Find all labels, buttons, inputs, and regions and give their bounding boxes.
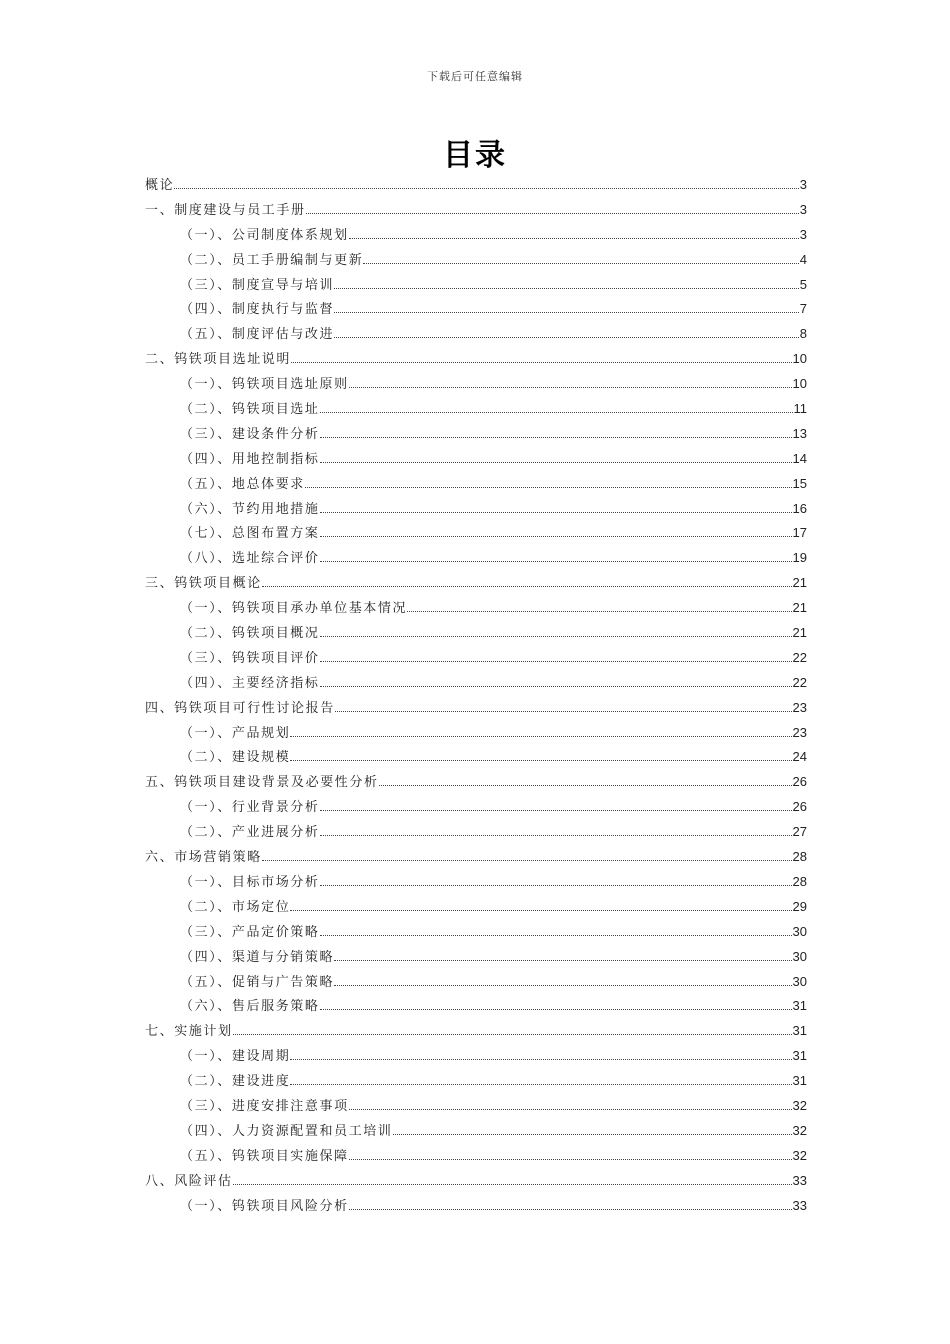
toc-entry[interactable] [145, 1195, 807, 1220]
toc-entry-label: （二）、员工手册编制与更新 [180, 252, 364, 268]
toc-entry-label: 八、风险评估 [145, 1173, 233, 1189]
toc-entry-page: 19 [792, 550, 807, 566]
toc-entry-label: （六）、节约用地措施 [180, 501, 320, 517]
toc-entry-label: （四）、制度执行与监督 [180, 302, 335, 318]
toc-entry-page: 21 [792, 575, 807, 591]
toc-entry-page: 32 [792, 1097, 807, 1113]
toc-entry-label: （七）、总图布置方案 [180, 526, 320, 542]
toc-dot-leader [320, 526, 792, 537]
toc-entry[interactable] [145, 199, 807, 224]
toc-entry-page: 15 [792, 475, 807, 491]
toc-dot-leader [320, 502, 792, 513]
toc-dot-leader [290, 1049, 791, 1060]
toc-dot-leader [320, 825, 792, 836]
toc-entry-page: 5 [799, 276, 807, 292]
toc-dot-leader [349, 377, 792, 388]
toc-entry[interactable] [145, 796, 807, 821]
toc-entry-page: 22 [792, 649, 807, 665]
toc-entry-label: （五）、地总体要求 [180, 476, 305, 492]
toc-entry[interactable] [145, 746, 807, 771]
toc-entry-label: （三）、产品定价策略 [180, 924, 320, 940]
toc-entry-page: 30 [792, 923, 807, 939]
toc-entry[interactable] [145, 672, 807, 697]
toc-entry-page: 31 [792, 1073, 807, 1089]
toc-entry[interactable] [145, 1120, 807, 1145]
toc-entry[interactable] [145, 174, 807, 199]
toc-entry[interactable] [145, 871, 807, 896]
toc-entry-label: （四）、人力资源配置和员工培训 [180, 1123, 393, 1139]
toc-entry[interactable] [145, 373, 807, 398]
toc-entry-page: 31 [792, 998, 807, 1014]
toc-entry-page: 10 [792, 351, 807, 367]
toc-entry-label: （一）、目标市场分析 [180, 874, 320, 890]
toc-entry[interactable] [145, 1145, 807, 1170]
toc-dot-leader [262, 850, 792, 861]
toc-dot-leader [320, 427, 792, 438]
toc-entry-page: 21 [792, 600, 807, 616]
toc-entry-page: 4 [799, 251, 807, 267]
toc-dot-leader [349, 1099, 792, 1110]
toc-dot-leader [320, 875, 792, 886]
toc-dot-leader [291, 352, 792, 363]
toc-entry[interactable] [145, 821, 807, 846]
toc-entry[interactable] [145, 946, 807, 971]
toc-dot-leader [290, 750, 791, 761]
toc-entry[interactable] [145, 1170, 807, 1195]
toc-entry-label: （二）、市场定位 [180, 899, 291, 915]
toc-dot-leader [262, 576, 792, 587]
toc-entry-label: （三）、进度安排注意事项 [180, 1098, 349, 1114]
header-note: 下载后可任意编辑 [427, 70, 523, 83]
toc-entry-page: 28 [792, 849, 807, 865]
toc-dot-leader [349, 1199, 792, 1210]
toc-entry-label: 概论 [145, 178, 175, 193]
toc-entry[interactable] [145, 572, 807, 597]
toc-entry-label: （一）、钨铁项目风险分析 [180, 1198, 349, 1214]
toc-entry[interactable] [145, 522, 807, 547]
toc-entry-label: （四）、渠道与分销策略 [180, 949, 335, 965]
toc-entry-label: （二）、钨铁项目概况 [180, 626, 320, 642]
toc-entry[interactable] [145, 448, 807, 473]
toc-dot-leader [320, 925, 792, 936]
toc-entry[interactable] [145, 1045, 807, 1070]
toc-dot-leader [349, 228, 799, 239]
toc-entry-label: （二）、建设进度 [180, 1074, 291, 1090]
toc-dot-leader [334, 327, 799, 338]
toc-entry-page: 22 [792, 674, 807, 690]
toc-entry[interactable] [145, 224, 807, 249]
toc-entry-label: （一）、产品规划 [180, 725, 291, 741]
toc-entry-page: 3 [799, 177, 807, 192]
toc-entry-page: 3 [799, 226, 807, 242]
toc-dot-leader [290, 1074, 791, 1085]
toc-entry[interactable] [145, 298, 807, 323]
toc-dot-leader [233, 1024, 792, 1035]
toc-entry-label: 四、钨铁项目可行性讨论报告 [145, 700, 335, 716]
toc-entry-page: 29 [792, 898, 807, 914]
toc-entry-label: 七、实施计划 [145, 1024, 233, 1040]
toc-entry[interactable] [145, 398, 807, 423]
toc-entry-page: 10 [792, 376, 807, 392]
toc-entry-page: 23 [792, 699, 807, 715]
toc-entry-label: （二）、钨铁项目选址 [180, 402, 320, 418]
toc-entry-page: 33 [792, 1172, 807, 1188]
toc-entry-label: 二、钨铁项目选址说明 [145, 352, 292, 368]
toc-entry[interactable] [145, 1095, 807, 1120]
toc-entry[interactable] [145, 995, 807, 1020]
toc-entry-label: （八）、选址综合评价 [180, 551, 320, 567]
toc-entry-page: 28 [792, 873, 807, 889]
toc-entry-label: （一）、钨铁项目选址原则 [180, 377, 349, 393]
toc-entry-label: （三）、制度宣导与培训 [180, 277, 335, 293]
toc-entry[interactable] [145, 249, 807, 274]
toc-entry[interactable] [145, 274, 807, 299]
toc-dot-leader [335, 701, 792, 712]
toc-entry-page: 27 [792, 824, 807, 840]
toc-dot-leader [379, 775, 792, 786]
toc-entry[interactable] [145, 597, 807, 622]
toc-entry-page: 13 [792, 425, 807, 441]
toc-dot-leader [334, 975, 791, 986]
toc-dot-leader [334, 302, 799, 313]
toc-entry-page: 26 [792, 774, 807, 790]
toc-dot-leader [407, 601, 791, 612]
toc-entry-label: （一）、建设周期 [180, 1049, 291, 1065]
toc-entry-label: 六、市场营销策略 [145, 850, 262, 866]
toc-dot-leader [290, 900, 791, 911]
toc-entry[interactable] [145, 697, 807, 722]
toc-entry[interactable] [145, 547, 807, 572]
toc-dot-leader [363, 253, 798, 264]
page-title: 目录 [443, 138, 507, 173]
toc-entry[interactable] [145, 771, 807, 796]
toc-dot-leader [334, 278, 799, 289]
toc-entry[interactable] [145, 473, 807, 498]
toc-entry-page: 31 [792, 1048, 807, 1064]
toc-entry[interactable] [145, 971, 807, 996]
toc-entry[interactable] [145, 423, 807, 448]
toc-entry-page: 30 [792, 948, 807, 964]
toc-dot-leader [320, 651, 792, 662]
toc-entry-page: 11 [793, 401, 807, 417]
toc-entry-page: 31 [792, 1023, 807, 1039]
toc-entry-page: 23 [792, 724, 807, 740]
toc-entry-label: （三）、建设条件分析 [180, 426, 320, 442]
toc-entry-label: （二）、建设规模 [180, 750, 291, 766]
toc-entry-page: 21 [792, 625, 807, 641]
toc-dot-leader [320, 626, 792, 637]
toc-entry-label: （五）、制度评估与改进 [180, 327, 335, 343]
toc-entry[interactable] [145, 1070, 807, 1095]
toc-entry-page: 14 [792, 450, 807, 466]
table-of-contents [145, 174, 807, 1219]
toc-entry-label: 五、钨铁项目建设背景及必要性分析 [145, 775, 379, 791]
toc-dot-leader [320, 999, 792, 1010]
toc-entry[interactable] [145, 348, 807, 373]
toc-entry-page: 16 [792, 500, 807, 516]
toc-dot-leader [305, 477, 792, 488]
toc-dot-leader [320, 452, 792, 463]
toc-entry[interactable] [145, 921, 807, 946]
toc-dot-leader [320, 402, 793, 413]
toc-entry-page: 17 [792, 525, 807, 541]
toc-entry-label: （一）、钨铁项目承办单位基本情况 [180, 601, 408, 617]
toc-entry-label: （五）、钨铁项目实施保障 [180, 1148, 349, 1164]
toc-dot-leader [320, 800, 792, 811]
toc-entry[interactable] [145, 722, 807, 747]
toc-dot-leader [320, 551, 792, 562]
toc-entry-label: （一）、行业背景分析 [180, 800, 320, 816]
toc-entry[interactable] [145, 1020, 807, 1045]
toc-entry-page: 32 [792, 1147, 807, 1163]
toc-entry-page: 32 [792, 1122, 807, 1138]
toc-dot-leader [233, 1174, 792, 1185]
toc-entry-label: 一、制度建设与员工手册 [145, 202, 306, 218]
toc-entry-label: 三、钨铁项目概论 [145, 576, 262, 592]
toc-dot-leader [290, 726, 791, 737]
toc-entry-label: （三）、钨铁项目评价 [180, 650, 320, 666]
toc-dot-leader [334, 950, 791, 961]
toc-dot-leader [306, 203, 799, 214]
toc-entry-label: （六）、售后服务策略 [180, 999, 320, 1015]
toc-entry-page: 7 [799, 301, 807, 317]
toc-entry-page: 26 [792, 799, 807, 815]
toc-entry-label: （五）、促销与广告策略 [180, 974, 335, 990]
toc-entry-page: 8 [799, 326, 807, 342]
toc-entry-page: 24 [792, 749, 807, 765]
toc-entry-label: （一）、公司制度体系规划 [180, 227, 349, 243]
toc-entry[interactable] [145, 647, 807, 672]
toc-dot-leader [174, 178, 799, 189]
toc-dot-leader [349, 1149, 792, 1160]
toc-entry-page: 33 [792, 1197, 807, 1213]
toc-entry[interactable] [145, 323, 807, 348]
toc-entry-label: （四）、用地控制指标 [180, 451, 320, 467]
toc-entry[interactable] [145, 622, 807, 647]
toc-dot-leader [320, 676, 792, 687]
toc-entry[interactable] [145, 896, 807, 921]
toc-entry-label: （二）、产业进展分析 [180, 825, 320, 841]
toc-entry-page: 30 [792, 973, 807, 989]
toc-entry[interactable] [145, 498, 807, 523]
toc-entry-label: （四）、主要经济指标 [180, 675, 320, 691]
toc-dot-leader [393, 1124, 792, 1135]
toc-entry[interactable] [145, 846, 807, 871]
toc-entry-page: 3 [799, 201, 807, 217]
